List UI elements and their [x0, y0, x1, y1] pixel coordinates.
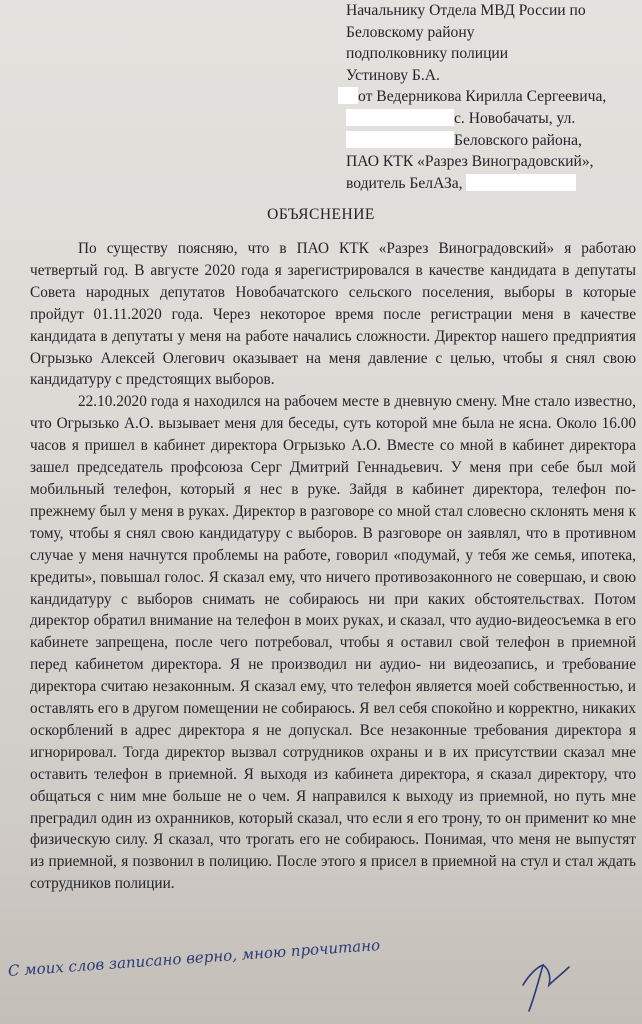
document-body [30, 238, 636, 895]
signature [515, 945, 575, 1015]
addressee-line: Беловскому району [346, 23, 475, 41]
addressee-line: Начальнику Отдела МВД России по [346, 2, 586, 19]
document-title: ОБЪЯСНЕНИЕ [267, 206, 375, 223]
redaction [338, 87, 358, 104]
addressee-block [346, 0, 642, 194]
addressee-line [346, 173, 642, 195]
addressee-line [346, 108, 642, 130]
sender-position: водитель БелАЗа, [346, 174, 463, 192]
addressee-line [346, 130, 642, 152]
redaction [346, 109, 454, 126]
sender-village: с. Новобачаты, ул. [454, 109, 576, 127]
redaction [346, 131, 454, 148]
redaction [466, 174, 576, 191]
paragraph: 22.10.2020 года я находился на рабочем месте в дневную смену. Мне стало известно, что Огрызько А.О. вызывает меня для беседы, суть которой мне была не ясна. Около 16.00 часов я пришел в кабинет директора Огрызько А.О. Вместе со мной в кабинет директора зашел председатель профсоюза Серг Дмитрий Геннадьевич. У меня при себе был мой мобильный телефон, который я нес в руке. Зайдя в кабинет директора, телефон по-прежнему был у меня в руках. Директор в разговоре со мной стал словесно склонять меня к тому, чтобы я снял свою кандидатуру с выборов. В разговоре он заявлял, что в противном случае у меня начнутся проблемы на работе, говорил «подумай, у тебя же семья, ипотека, кредиты», повышал голос. Я сказал ему, что ничего противозаконного не совершаю, и свою кандидатуру с выборов снимать не собираюсь ни при каких обстоятельствах. Потом директор обратил внимание на телефон в моих руках, и сказал, что аудио-видеосъемка в его кабинете запрещена, после чего потребовал, чтобы я оставил свой телефон в приемной перед кабинетом директора. Я не производил ни аудио- ни видеозапись, и требование директора считаю незаконным. Я сказал ему, что телефон является моей собственностью, и оставлять его в другом помещении не собираюсь. Я вел себя спокойно и корректно, никаких оскорблений в адрес директора я не допускал. Все незаконные требования директора я игнорировал. Тогда директор вызвал сотрудников охраны и в их присутствии сказал мне оставить телефон в приемной. Я выходя из кабинета директора, я сказал директору, что общаться с ним мне больше не о чем. Я направился к выходу из приемной, но путь мне преградил один из охранников, который сказал, что если я его трону, то он применит ко мне физическую силу. Я сказал, что трогать его не собираюсь. Понимая, что меня не выпустят из приемной, я позвонил в полицию. После этого я присел в приемной на стул и стал ждать сотрудников полиции. [30, 393, 636, 893]
addressee-line: ПАО КТК «Разрез Виноградовский», [346, 153, 594, 171]
addressee-line: Устинову Б.А. [346, 66, 440, 84]
paragraph: По существу поясняю, что в ПАО КТК «Разрез Виноградовский» я работаю четвертый год. В августе 2020 года я зарегистрировался в качестве кандидата в депутаты Совета народных депутатов Новобачатского сельского поселения, выборы в которые пройдут 01.11.2020 года. Через некоторое время после регистрации меня в качестве кандидата в депутаты у меня на работе начались сложности. Директор нашего предприятия Огрызько Алексей Олегович оказывает на меня давление с целью, чтобы я снял свою кандидатуру с предстоящих выборов. [30, 240, 636, 389]
addressee-line: подполковнику полиции [346, 45, 509, 63]
sender-district: Беловского района, [454, 131, 582, 149]
addressee-line [338, 86, 642, 108]
sender-name: от Ведерникова Кирилла Сергеевича, [358, 88, 607, 106]
handwritten-note: С моих слов записано верно, мною прочитано [7, 936, 381, 980]
